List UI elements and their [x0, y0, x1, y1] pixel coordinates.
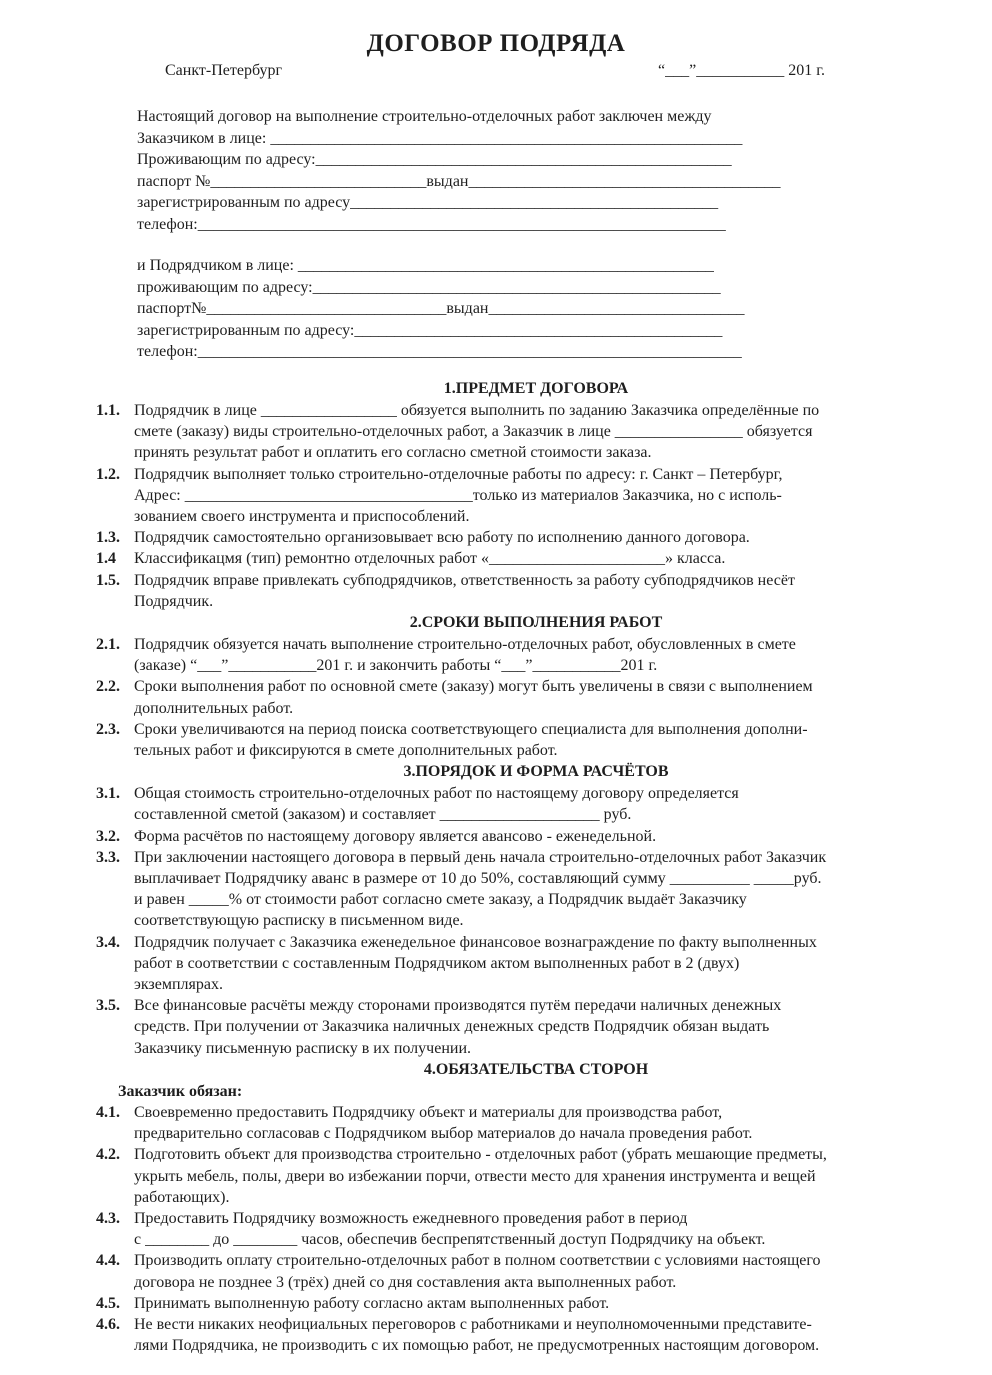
clause-number: 4.1. [96, 1103, 120, 1121]
clause [96, 634, 936, 676]
clause-text [134, 634, 936, 676]
customer-line: зарегистрированным по адресу______________________________________________ [137, 194, 719, 211]
clause-number: 3.3. [96, 848, 120, 866]
clause [96, 676, 936, 718]
clause-number: 1.1. [96, 402, 120, 419]
clause-number: 4.2. [96, 1146, 120, 1164]
clause-line: и равен _____% от стоимости работ согласно смете заказу, а Подрядчик выдаёт Заказчику [134, 891, 747, 909]
clause-text [134, 527, 936, 548]
customer-line: паспорт №___________________________выдан_______________________________________ [137, 172, 781, 190]
contract-sections [96, 378, 936, 1356]
clause-text [134, 995, 936, 1059]
clause-number: 3.2. [96, 827, 120, 845]
section-subtitle: Заказчик обязан: [118, 1082, 243, 1100]
clause-text [134, 719, 936, 761]
clause-number: 3.1. [96, 785, 120, 803]
clause [96, 570, 936, 612]
clause-number: 1.3. [96, 529, 120, 547]
clause-line: тельных работ и фиксируются в смете дополнительных работ. [134, 742, 558, 760]
clause [96, 464, 936, 528]
clause-line: зованием своего инструмента и приспособлений. [134, 508, 470, 526]
clause-number: 4.3. [96, 1209, 120, 1227]
clause-line: смете (заказу) виды строительно-отделочных работ, а Заказчик в лице ________________ обязуется [134, 423, 813, 441]
clause-line: выплачивает Подрядчику аванс в размере от 10 до 50%, составляющий сумму __________ _____руб. [134, 870, 822, 888]
clause-line: предварительно согласовав с Подрядчиком выбор материалов до начала проведения работ. [134, 1125, 753, 1143]
clause-line: Классификацмя (тип) ремонтно отделочных работ «______________________» класса. [134, 550, 726, 568]
section-title: 1.ПРЕДМЕТ ДОГОВОРА [443, 380, 629, 397]
document-city: Санкт-Петербург [165, 62, 283, 79]
clause [96, 1314, 936, 1356]
customer-details [137, 106, 780, 235]
section-title: 3.ПОРЯДОК И ФОРМА РАСЧЁТОВ [403, 763, 669, 781]
contractor-line: телефон:____________________________________________________________________ [137, 343, 742, 360]
clause-number: 3.5. [96, 997, 120, 1015]
clause-line: Подрядчик обязуется начать выполнение строительно-отделочных работ, обусловленных в смете [134, 636, 796, 654]
clause-text [134, 676, 936, 718]
clause-number: 1.4 [96, 550, 116, 568]
clause [96, 548, 936, 569]
clause-line: Заказчику письменную расписку в их получении. [134, 1039, 471, 1057]
clause-text [134, 847, 936, 932]
clause-line: лями Подрядчика, не производить с их помощью работ, не предусмотренных настоящим договором. [134, 1337, 820, 1355]
clause [96, 1293, 936, 1314]
clause-text [134, 1293, 936, 1314]
clause-line: Подрядчик получает с Заказчика еженедельное финансовое вознаграждение по факту выполненных [134, 933, 817, 951]
clause-line: Форма расчётов по настоящему договору является авансово - еженедельной. [134, 827, 657, 845]
clause-line: Подрядчик. [134, 592, 214, 610]
clause [96, 847, 936, 932]
clause-line: работающих). [134, 1188, 230, 1206]
section-title: 4.ОБЯЗАТЕЛЬСТВА СТОРОН [423, 1060, 649, 1078]
clause-line: составленной сметой (заказом) и составляет ____________________ руб. [134, 806, 632, 824]
clause-line: Не вести никаких неофициальных переговоров с работниками и неуполномоченными представите- [134, 1315, 812, 1333]
clause [96, 400, 936, 464]
clause-line: Подготовить объект для производства строительно - отделочных работ (убрать мешающие предметы, [134, 1146, 827, 1164]
clause-line: средств. При получении от Заказчика наличных денежных средств Подрядчик обязан выдать [134, 1018, 770, 1036]
clause-text [134, 1250, 936, 1292]
clause-text [134, 1314, 936, 1356]
contractor-details [137, 255, 780, 363]
clause-line: Производить оплату строительно-отделочных работ в полном соответствии с условиями настоящего [134, 1252, 821, 1270]
clause-number: 4.6. [96, 1315, 120, 1333]
clause-number: 3.4. [96, 933, 120, 951]
clause-line: Своевременно предоставить Подрядчику объект и материалы для производства работ, [134, 1103, 723, 1121]
contractor-line: зарегистрированным по адресу:______________________________________________ [137, 321, 723, 339]
clause [96, 826, 936, 847]
clause-text [134, 1102, 936, 1144]
clause-line: Общая стоимость строительно-отделочных работ по настоящему договору определяется [134, 785, 739, 803]
clause-text [134, 826, 936, 847]
clause-line: Подрядчик выполняет только строительно-отделочные работы по адресу: г. Санкт – Петербург, [134, 465, 783, 483]
clause-text [134, 1208, 936, 1250]
clause [96, 1208, 936, 1250]
clause-line: При заключении настоящего договора в первый день начала строительно-отделочных работ Заказчик [134, 848, 827, 866]
clause-line: соответствующую расписку в письменном виде. [134, 912, 464, 930]
clause-text [134, 783, 936, 825]
clause-line: договора не позднее 3 (трёх) дней со дня составления акта выполненных работ. [134, 1273, 677, 1291]
document-date-line: “___”___________ 201 г. [658, 62, 825, 79]
clause-number: 2.1. [96, 636, 120, 654]
contractor-line: проживающим по адресу:___________________________________________________ [137, 278, 721, 296]
clause-number: 1.2. [96, 465, 120, 483]
clause-line: дополнительных работ. [134, 699, 294, 717]
customer-line: Настоящий договор на выполнение строительно-отделочных работ заключен между [137, 108, 712, 125]
customer-line: телефон:__________________________________________________________________ [137, 215, 726, 233]
clause-line: работ в соответствии с составленным Подрядчиком актом выполненных работ в 2 (двух) [134, 954, 740, 972]
clause-text [134, 570, 936, 612]
clause-text [134, 1144, 936, 1208]
clause-text [134, 400, 936, 464]
clause-number: 2.2. [96, 678, 120, 696]
clause-line: Все финансовые расчёты между сторонами производятся путём передачи наличных денежных [134, 997, 782, 1015]
parties-spacer [137, 235, 780, 255]
clause-number: 1.5. [96, 571, 120, 589]
clause [96, 1144, 936, 1208]
contractor-line: и Подрядчиком в лице: ____________________________________________________ [137, 257, 714, 274]
clause-number: 2.3. [96, 720, 120, 738]
contractor-line: паспорт№______________________________выдан________________________________ [137, 300, 745, 317]
clause-line: экземплярах. [134, 976, 223, 994]
customer-line: Проживающим по адресу:____________________________________________________ [137, 151, 732, 168]
clause-text [134, 548, 936, 569]
section-title: 2.СРОКИ ВЫПОЛНЕНИЯ РАБОТ [409, 614, 663, 632]
clause-line: Подрядчик в лице _________________ обязуется выполнить по заданию Заказчика определённые по [134, 402, 820, 419]
clause-number: 4.5. [96, 1294, 120, 1312]
clause-line: Подрядчик вправе привлекать субподрядчиков, ответственность за работу субподрядчиков несёт [134, 571, 795, 589]
clause-line: укрыть мебель, полы, двери во избежании порчи, отвести место для хранения инструмента и вещей [134, 1167, 816, 1185]
clause-line: Подрядчик самостоятельно организовывает всю работу по исполнению данного договора. [134, 529, 750, 547]
clause-line: принять результат работ и оплатить его согласно сметной стоимости заказа. [134, 444, 652, 462]
clause [96, 783, 936, 825]
document-title: ДОГОВОР ПОДРЯДА [366, 30, 626, 57]
clause [96, 995, 936, 1059]
parties-block [137, 106, 780, 363]
clause [96, 1102, 936, 1144]
clause-line: Сроки выполнения работ по основной смете (заказу) могут быть увеличены в связи с выполнением [134, 678, 813, 696]
clause-line: (заказе) “___”___________201 г. и закончить работы “___”___________201 г. [134, 657, 658, 675]
clause-line: Предоставить Подрядчику возможность ежедневного проведения работ в период [134, 1209, 688, 1227]
clause [96, 527, 936, 548]
clause [96, 719, 936, 761]
clause-line: с ________ до ________ часов, обеспечив беспрепятственный доступ Подрядчику на объект. [134, 1231, 766, 1249]
clause-text [134, 932, 936, 996]
customer-line: Заказчиком в лице: ___________________________________________________________ [137, 129, 743, 147]
clause-line: Адрес: ____________________________________только из материалов Заказчика, но с исполь- [134, 486, 782, 504]
clause [96, 932, 936, 996]
clause-line: Сроки увеличиваются на период поиска соответствующего специалиста для выполнения дополни- [134, 720, 808, 738]
clause [96, 1250, 936, 1292]
clause-text [134, 464, 936, 528]
clause-line: Принимать выполненную работу согласно актам выполненных работ. [134, 1294, 610, 1312]
clause-number: 4.4. [96, 1252, 120, 1270]
